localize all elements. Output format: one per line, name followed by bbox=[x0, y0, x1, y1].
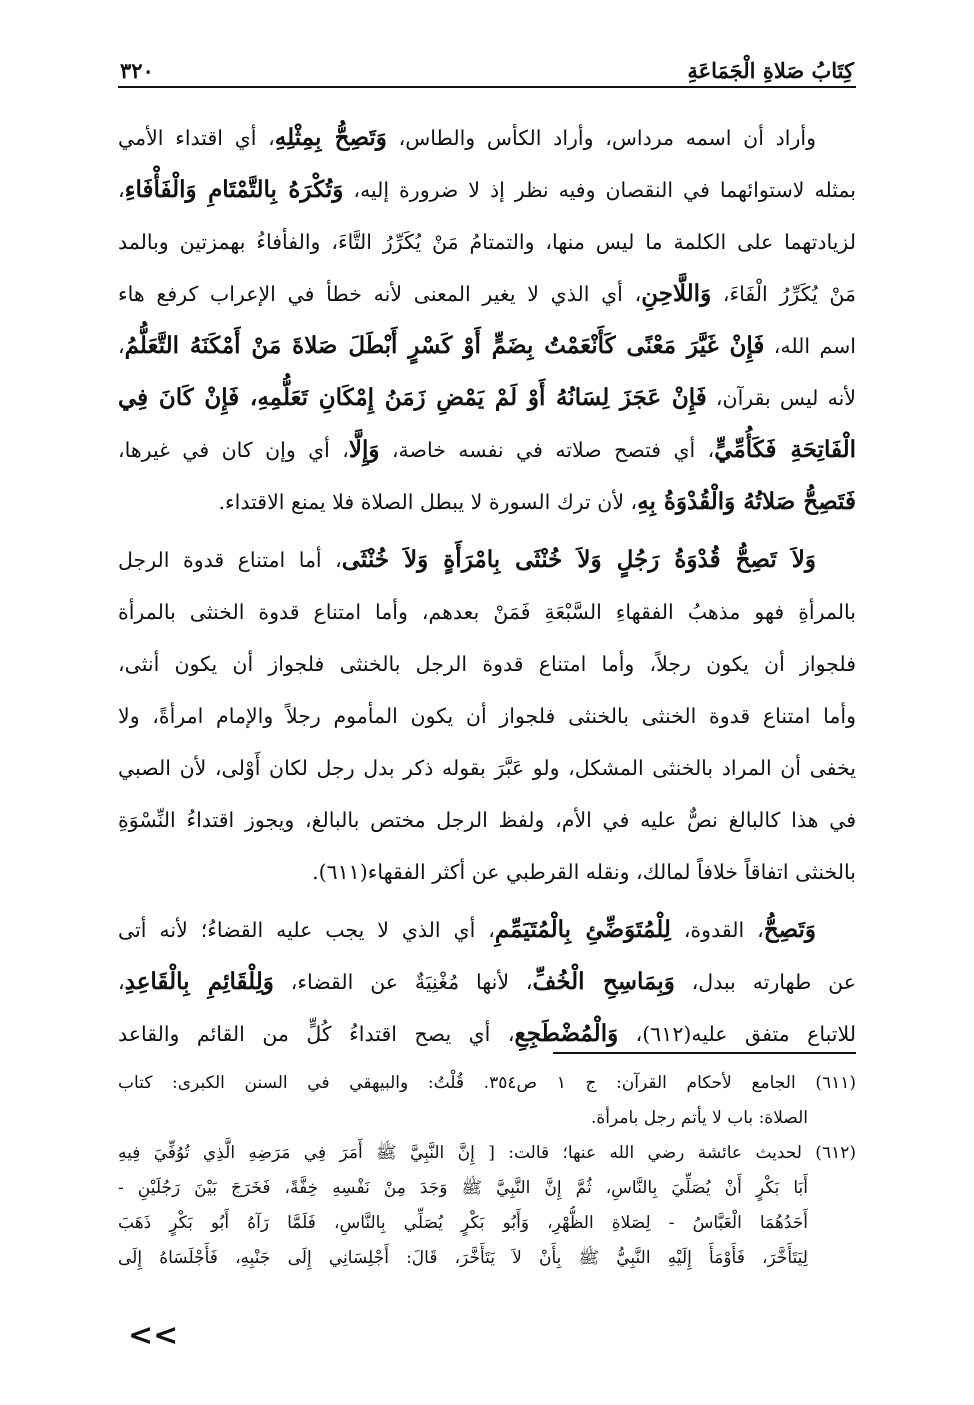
footnote-line: الصلاة: باب لا يأتم رجل بامرأة. bbox=[590, 1108, 808, 1128]
text-line: فَتَصِحُّ صَلاتُهُ وَالْقُدْوَةُ بِهِ، لأن ترك السورة لا يبطل الصلاة فلا يمنع الاقتداء. bbox=[218, 488, 856, 515]
text-line: لأنه ليس بقرآن، فَإِنْ عَجَزَ لِسَانُهُ أَوْ لَمْ يَمْضِ زَمَنُ إِمْكَانِ تَعَلُّمِهِ، فَإِنْ كَانَ فِي bbox=[118, 384, 856, 411]
footnotes bbox=[118, 1066, 856, 1276]
paragraph-1 bbox=[118, 112, 856, 528]
text-line: وأما امتناع قدوة الخنثى بالخنثى فلجواز أن يكون المأموم رجلاً والإمام امرأةً، ولا bbox=[118, 704, 856, 728]
continue-marker: << bbox=[128, 1318, 179, 1353]
text-line: اسم الله، فَإِنْ غَيَّرَ مَعْنًى كَأَنْعَمْتُ بِضَمٍّ أَوْ كَسْرٍ أَبْطَلَ صَلاةَ مَنْ أَمْكَنَهُ التَّعَلُّمُ، bbox=[118, 332, 856, 359]
main-text bbox=[118, 112, 856, 1060]
running-title: كِتَابُ صَلاةِ الْجَمَاعَةِ bbox=[687, 58, 854, 83]
text-line: بالخنثى اتفاقاً خلافاً لمالك، ونقله القرطبي عن أكثر الفقهاء(٦١١). bbox=[312, 860, 856, 884]
text-line: للاتباع متفق عليه(٦١٢)، وَالْمُضْطَجِعِ، أي يصح اقتداءُ كُلٍّ من القائم والقاعد bbox=[118, 1020, 856, 1047]
text-line: الْفَاتِحَةِ فَكَأُمِّيٍّ، أي فتصح صلاته في نفسه خاصة، وَإِلَّا، أي وإن كان في غيرها، bbox=[118, 436, 856, 463]
page-number: ٣٢٠ bbox=[120, 58, 154, 83]
footnote-line: (٦١٢) لحديث عائشة رضي الله عنها؛ قالت: [ إِنَّ النَّبِيَّ ﷺ أَمَرَ فِي مَرَضِهِ الَّذِي تُوُفِّيَ فِيهِ bbox=[118, 1143, 856, 1163]
text-line: فلجواز أن يكون رجلاً، وأما امتناع قدوة الرجل بالخنثى فلجواز أن يكون أنثى، bbox=[118, 652, 856, 676]
text-line: لزيادتهما على الكلمة ما ليس منها، والتمتامُ مَنْ يُكَرِّرُ التَّاءَ، والفأفاءُ بهمزتين وبالمد bbox=[118, 230, 856, 254]
footnote-separator bbox=[553, 1052, 856, 1054]
paragraph-2 bbox=[118, 534, 856, 898]
paragraph-3 bbox=[118, 904, 856, 1060]
text-line: يخفى أن المراد بالخنثى المشكل، ولو عَبَّرَ بقوله ذكر بدل رجل لكان أَوْلى، لأن الصبي bbox=[118, 756, 856, 780]
text-line: في هذا كالبالغ نصٌّ عليه في الأم، ولفظ الرجل مختص بالبالغ، ويجوز اقتداءُ النِّسْوَةِ bbox=[118, 808, 856, 832]
text-line: وَلاَ تَصِحُّ قُدْوَةُ رَجُلٍ وَلاَ خُنْثَى بِامْرَأَةٍ وَلاَ خُنْثَى، أما امتناع قدوة الرجل bbox=[118, 546, 817, 573]
text-line: عن طهارته ببدل، وَبِمَاسِحِ الْخُفِّ، لأنها مُغْنِيَةٌ عن القضاء، وَلِلْقَائِمِ بِالْقَاعِدِ، bbox=[118, 968, 856, 995]
footnote-line: لِيَتَأَخَّرَ، فَأَوْمَأَ إِلَيْهِ النَّبِيُّ ﷺ بِأَنْ لاَ يَتَأَخَّرَ، قَالَ: أَجْلِسَانِي إِلَى جَنْبِهِ، فَأَجْلَسَاهُ إِلَى bbox=[118, 1248, 808, 1268]
footnote-line: (٦١١) الجامع لأحكام القرآن: ج ١ ص٣٥٤. قُلْتُ: والبيهقي في السنن الكبرى: كتاب bbox=[118, 1073, 856, 1093]
footnote-line: أَبَا بَكْرٍ أَنْ يُصَلِّيَ بِالنَّاسِ، ثُمَّ إِنَّ النَّبِيَّ ﷺ وَجَدَ مِنْ نَفْسِهِ خِفَّةً، فَخَرَجَ بَيْنَ رَجُلَيْنِ - bbox=[118, 1178, 808, 1198]
text-line: بالمرأةِ فهو مذهبُ الفقهاءِ السَّبْعَةِ فَمَنْ بعدهم، وأما امتناع قدوة الخنثى بالمرأة bbox=[118, 600, 856, 624]
text-line: وَتَصِحُّ، القدوة، لِلْمُتَوَضِّئِ بِالْمُتَيَمِّمِ، أي الذي لا يجب عليه القضاءُ؛ لأنه أتى bbox=[118, 916, 816, 943]
text-line: مَنْ يُكَرِّرُ الْفَاءَ، وَاللَّاحِنِ، أي الذي لا يغير المعنى لأنه خطأ في الإعراب كرفع هاء bbox=[118, 280, 856, 307]
footnote-line: أَحَدُهُمَا الْعَبَّاسُ - لِصَلاةِ الظُّهْرِ، وَأَبُو بَكْرٍ يُصَلِّي بِالنَّاسِ، فَلَمَّا رَآهُ أَبُو بَكْرٍ ذَهَبَ bbox=[118, 1213, 808, 1233]
page-header bbox=[118, 52, 856, 88]
text-line: بمثله لاستوائهما في النقصان وفيه نظر إذ لا ضرورة إليه، وَتُكْرَهُ بِالتَّمْتَامِ وَالْفَأْفَاءِ، bbox=[118, 176, 856, 203]
text-line: وأراد أن اسمه مرداس، وأراد الكأس والطاس، وَتَصِحُّ بِمِثْلِهِ، أي اقتداء الأمي bbox=[118, 124, 816, 151]
